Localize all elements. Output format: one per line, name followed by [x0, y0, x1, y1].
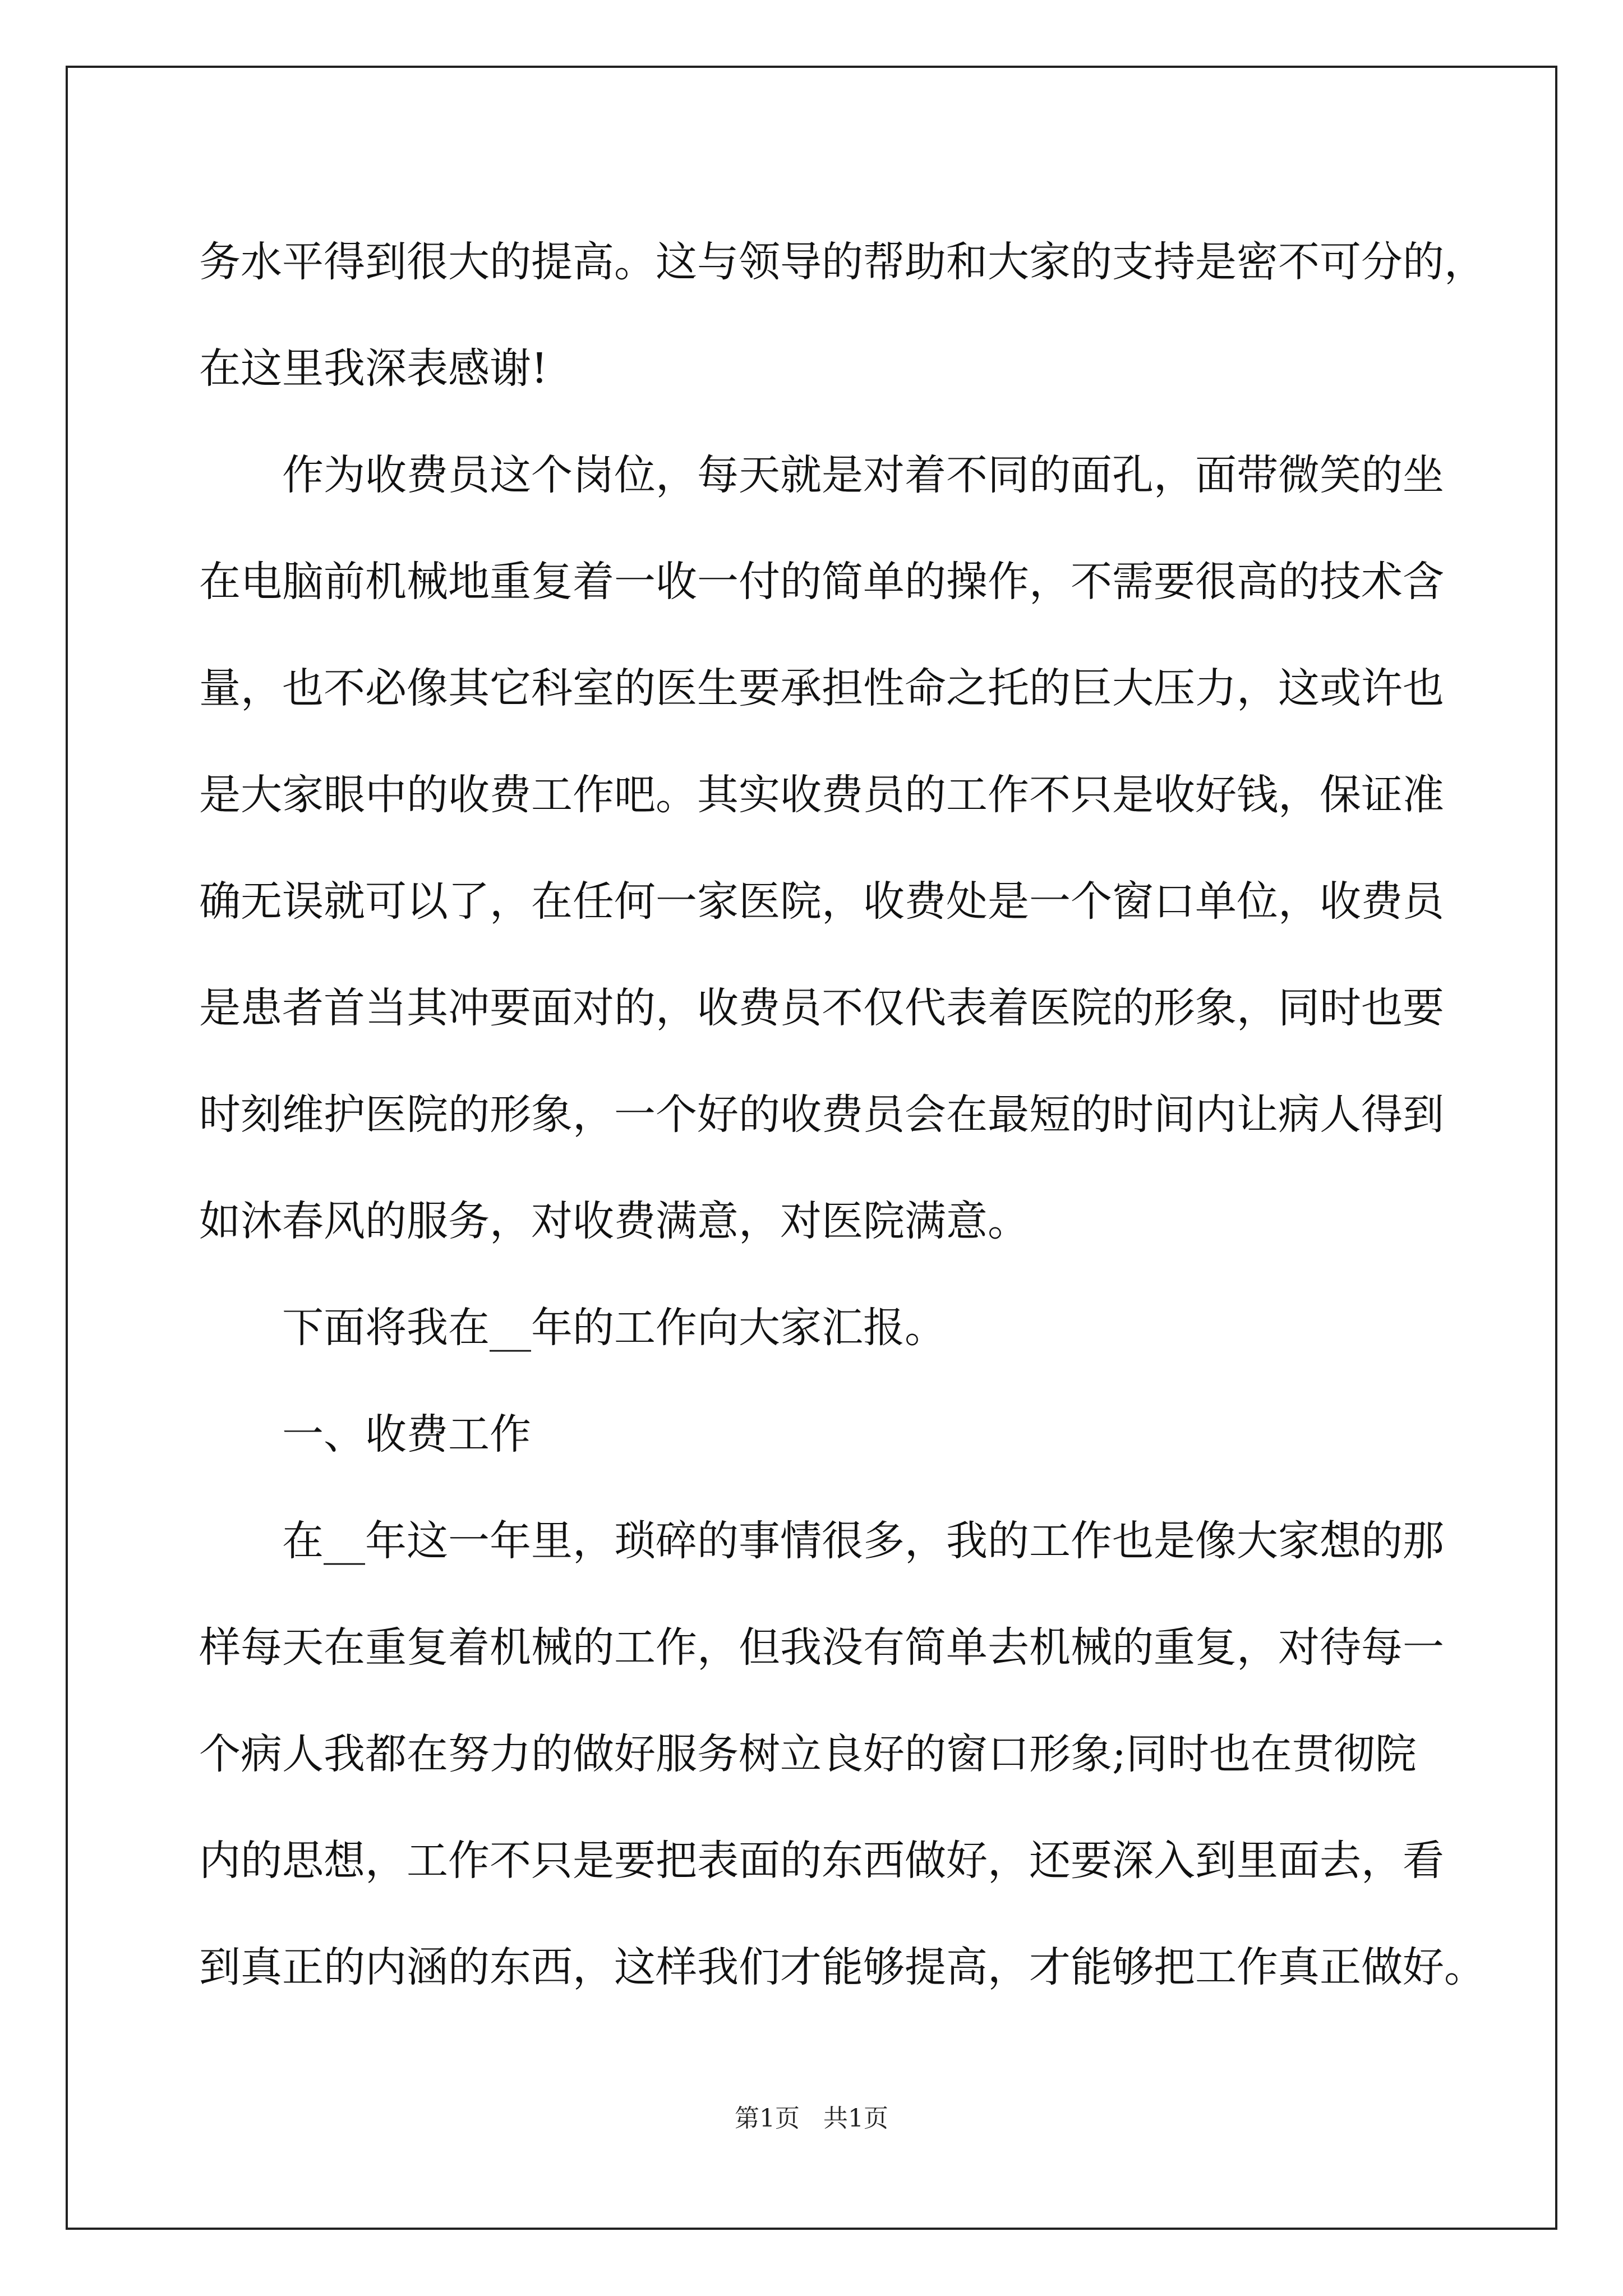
total-pages: 共1页: [823, 2104, 888, 2133]
text-line: 下面将我在__年的工作向大家汇报。: [282, 1304, 946, 1352]
text-line: 在__年这一年里，琐碎的事情很多，我的工作也是像大家想的那: [282, 1517, 1444, 1565]
document-body: [199, 209, 1486, 2021]
text-line: 内的思想，工作不只是要把表面的东西做好，还要深入到里面去，看: [199, 1837, 1444, 1885]
text-line: 时刻维护医院的形象，一个好的收费员会在最短的时间内让病人得到: [199, 1091, 1444, 1139]
page-footer: [0, 2098, 1623, 2134]
text-line: 作为收费员这个岗位，每天就是对着不同的面孔，面带微笑的坐: [282, 451, 1444, 499]
text-line: 确无误就可以了，在任何一家医院，收费处是一个窗口单位，收费员: [199, 877, 1444, 926]
page-number: 第1页: [735, 2104, 800, 2133]
text-line: 量，也不必像其它科室的医生要承担性命之托的巨大压力，这或许也: [199, 664, 1444, 712]
text-line: 在这里我深表感谢!: [199, 344, 548, 393]
text-line: 是大家眼中的收费工作吧。其实收费员的工作不只是收好钱，保证准: [199, 771, 1444, 819]
text-line: 如沐春风的服务，对收费满意，对医院满意。: [199, 1197, 1029, 1245]
text-line: 个病人我都在努力的做好服务树立良好的窗口形象;同时也在贯彻院: [199, 1730, 1417, 1778]
text-line: 到真正的内涵的东西，这样我们才能够提高，才能够把工作真正做好。: [199, 1943, 1486, 1991]
section-heading: 一、收费工作: [282, 1410, 531, 1458]
text-line: 在电脑前机械地重复着一收一付的简单的操作，不需要很高的技术含: [199, 558, 1444, 606]
text-line: 务水平得到很大的提高。这与领导的帮助和大家的支持是密不可分的，: [199, 238, 1486, 286]
text-line: 是患者首当其冲要面对的，收费员不仅代表着医院的形象，同时也要: [199, 984, 1444, 1032]
text-line: 样每天在重复着机械的工作，但我没有简单去机械的重复，对待每一: [199, 1623, 1444, 1672]
